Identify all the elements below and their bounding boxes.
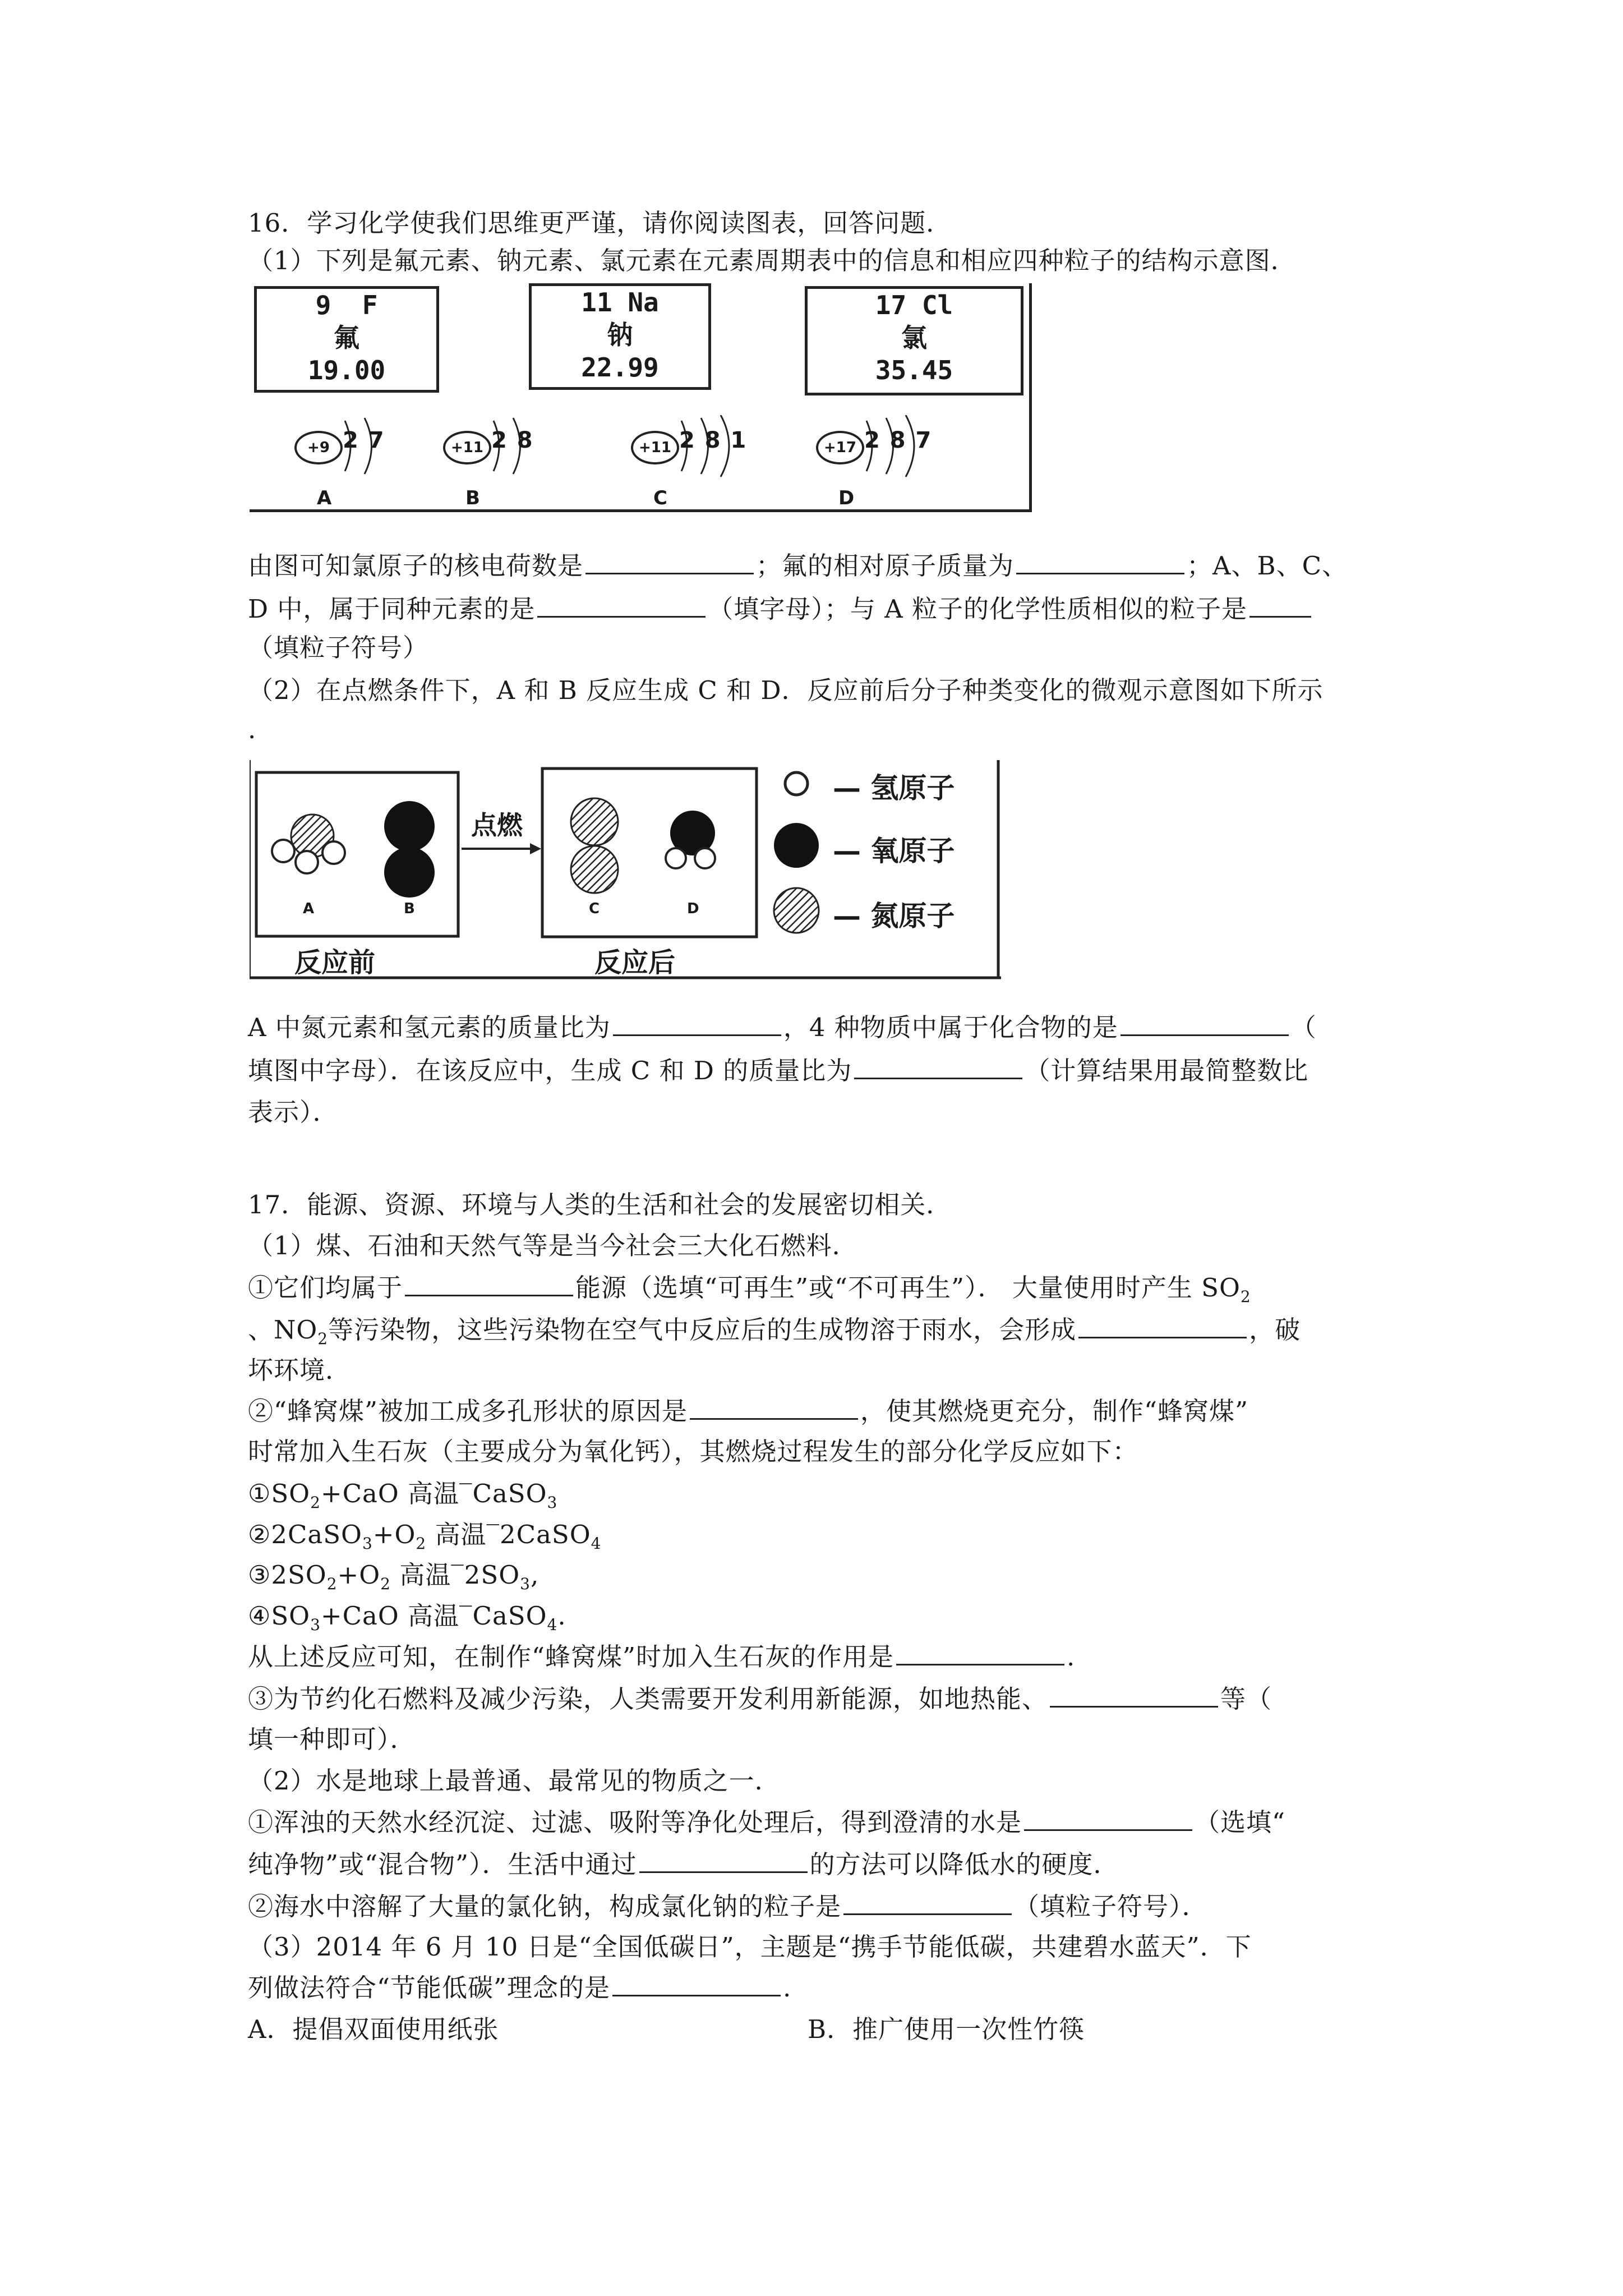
text: A 中氮元素和氢元素的质量比为 (248, 1013, 611, 1042)
legend-label: 氢原子 (870, 772, 955, 804)
text: ③为节约化石燃料及减少污染，人类需要开发利用新能源，如 (248, 1684, 945, 1714)
particle-label: A (317, 487, 332, 509)
legend-nitrogen (833, 894, 955, 934)
q17-c1 (248, 1638, 1398, 1676)
particle-label: D (838, 487, 855, 509)
sodium-name: 钠 (607, 320, 633, 350)
text: 列做法符合“节能低碳”理念的是 (248, 1973, 611, 2003)
text: 、NO (248, 1315, 318, 1345)
answer-blank[interactable] (1121, 1009, 1289, 1036)
q17-f1 (248, 1888, 1398, 1925)
text: （选填“ (1195, 1807, 1286, 1837)
legend-oxygen (833, 829, 955, 869)
fluorine-name: 氟 (334, 323, 359, 353)
subscript: 2 (326, 1575, 338, 1593)
chlorine-number-symbol: 17 Cl (875, 290, 953, 320)
legend-label: 氧原子 (870, 835, 955, 867)
text: ②“蜂窝煤”被加工成多孔形状的原因是 (248, 1396, 688, 1426)
text: ；A、B、C、 (1187, 551, 1348, 581)
text: +O (337, 1560, 381, 1590)
subscript: 3 (362, 1534, 373, 1553)
before-label: 反应前 (294, 947, 376, 978)
q17-a2: 、$NO_2$等污染物，这些污染物在空气中反应后的生成物溶于雨水，会形成 ，破 (248, 1311, 1398, 1349)
subscript: 3 (310, 1616, 321, 1634)
q17-part1: （1）煤、石油和天然气等是当今社会三大化石燃料． (248, 1231, 858, 1260)
q16-part2-dot: . (248, 715, 257, 744)
q17-b1 (248, 1392, 1398, 1430)
q17-part2: （2）水是地球上最普通、最常见的物质之一． (248, 1766, 781, 1796)
q16-line3: （填粒子符号） (248, 633, 429, 662)
text: ，破 (1249, 1315, 1301, 1345)
q17-g2 (248, 1969, 1398, 2007)
answer-blank[interactable] (613, 1009, 781, 1036)
label-d: D (687, 900, 699, 917)
q17-g1: （3）2014 年 6 月 10 日是“全国低碳日”，主题是“携手节能低碳，共建碧水蓝天”．下 (248, 1932, 1252, 1962)
text: 从上述反应可知，在制作“蜂窝煤”时加入生石灰的作用是 (248, 1642, 895, 1672)
reaction-3 (248, 1557, 1398, 1594)
answer-blank[interactable] (1050, 1680, 1218, 1708)
subscript: 4 (591, 1534, 602, 1553)
nucleus: +11 (443, 431, 491, 464)
particle-structures (250, 415, 1032, 510)
text: ，使其燃烧更充分，制作“蜂窝煤” (860, 1396, 1249, 1426)
reaction-1 (248, 1475, 1398, 1512)
label-b: B (404, 900, 415, 917)
text: ②海水中溶解了大量的氯化钠，构成氯化钠的粒子是 (248, 1892, 842, 1921)
sodium-cell (529, 283, 711, 390)
text: 填图中字母）．在该反应中，生成 C 和 D 的质量比为 (248, 1056, 852, 1085)
q17-d2: 填一种即可）． (248, 1724, 416, 1754)
text: +O (372, 1520, 416, 1549)
nucleus: +17 (816, 431, 864, 464)
text: ①它们均属于 (248, 1273, 403, 1303)
subscript: 2 (416, 1534, 427, 1553)
answer-blank[interactable] (1078, 1311, 1247, 1338)
arrow-label: 点燃 (471, 810, 523, 840)
answer-blank[interactable] (690, 1392, 858, 1420)
q16-title: 16．学习化学使我们思维更严谨，请你阅读图表，回答问题． (248, 208, 952, 238)
particle-a (294, 415, 440, 510)
chlorine-cell (805, 286, 1023, 395)
q17-e2 (248, 1846, 1398, 1883)
fluorine-cell (254, 286, 439, 393)
subscript: 3 (520, 1575, 531, 1593)
text: 高温‾2CaSO (426, 1520, 591, 1549)
dash: — (833, 900, 861, 932)
text: 地热能、 (944, 1684, 1048, 1714)
q17-title: 17．能源、资源、环境与人类的生活和社会的发展密切相关． (248, 1190, 952, 1220)
answer-blank[interactable] (405, 1269, 573, 1296)
legend-hydrogen (833, 766, 955, 806)
q17-e1 (248, 1803, 1398, 1841)
figure-border-right (1029, 283, 1032, 512)
nucleus: +9 (294, 431, 343, 464)
answer-blank[interactable] (585, 547, 754, 574)
q16-line1 (248, 547, 1398, 585)
dash: — (833, 835, 861, 867)
q16-line6: 表示）． (248, 1097, 339, 1127)
text: 纯净物”或“混合物”）．生活中通过 (248, 1849, 637, 1879)
particle-b (443, 415, 589, 510)
text: . (557, 1601, 566, 1631)
after-label: 反应后 (594, 947, 676, 978)
q17-b2: 时常加入生石灰（主要成分为氧化钙），其燃烧过程发生的部分化学反应如下： (248, 1437, 1138, 1466)
particle-c (631, 415, 777, 510)
label-c: C (589, 900, 600, 917)
answer-blank[interactable] (1249, 590, 1311, 618)
q17-a3: 坏环境． (248, 1355, 352, 1385)
shell-electrons: 2 8 1 (679, 427, 748, 453)
legend-label: 氮原子 (870, 900, 955, 932)
option-a: A．提倡双面使用纸张 (248, 2014, 499, 2044)
particle-label: B (465, 487, 480, 509)
subscript: 3 (547, 1493, 558, 1512)
q16-part2: （2）在点燃条件下，A 和 B 反应生成 C 和 D．反应前后分子种类变化的微观示意图如下所示 (248, 675, 1324, 705)
reaction-2 (248, 1516, 1398, 1553)
text: ①SO (248, 1479, 311, 1508)
q16-part1: （1）下列是氟元素、钠元素、氯元素在元素周期表中的信息和相应四种粒子的结构示意图． (248, 246, 1297, 275)
q17-a1: ①它们均属于 能源（选填“可再生”或“不可再生”）． 大量使用时产生 $SO_2$ (248, 1269, 1398, 1306)
subscript: 2 (310, 1493, 321, 1512)
text: . (1067, 1642, 1076, 1672)
q16-line5 (248, 1052, 1398, 1089)
subscript: 4 (547, 1616, 558, 1634)
text: 能源（选填“可再生”或“不可再生”）． 大量使用时产生 SO (575, 1273, 1241, 1303)
text: （计算结果用最简整数比 (1025, 1056, 1309, 1085)
text: D 中，属于同种元素的是 (248, 594, 536, 624)
chlorine-name: 氯 (901, 323, 927, 353)
text: ①浑浊的天然水经沉淀、过滤、吸附等净化处理后，得到澄清的水是 (248, 1807, 1022, 1837)
text: 等（ (1220, 1684, 1272, 1714)
text: ②2CaSO (248, 1520, 362, 1549)
answer-blank[interactable] (843, 1888, 1012, 1915)
answer-blank[interactable] (639, 1846, 808, 1873)
text: 等污染物，这些污染物在空气中反应后的生成物溶于雨水，会形成 (328, 1315, 1077, 1345)
particle-label: C (653, 487, 667, 509)
reaction-4 (248, 1598, 1398, 1635)
chlorine-mass: 35.45 (875, 355, 953, 385)
q16-line2 (248, 590, 1398, 628)
q17-d1 (248, 1680, 1398, 1718)
shell-electrons: 2 8 (491, 427, 534, 453)
answer-blank[interactable] (896, 1638, 1064, 1665)
text: ；氟的相对原子质量为 (756, 551, 1015, 581)
subscript: 2 (380, 1575, 391, 1593)
label-a: A (303, 900, 315, 917)
sodium-number-symbol: 11 Na (581, 287, 659, 318)
text: ③2SO (248, 1560, 327, 1590)
answer-blank[interactable] (537, 590, 706, 618)
text: +CaO 高温‾CaSO (320, 1601, 547, 1631)
text: 的方法可以降低水的硬度． (809, 1849, 1119, 1879)
text: ④SO (248, 1601, 311, 1631)
fluorine-number-symbol: 9 F (315, 290, 378, 320)
text: （填字母）；与 A 粒子的化学性质相似的粒子是 (708, 594, 1247, 624)
figure-border-bottom (250, 509, 1032, 512)
nucleus: +11 (631, 431, 679, 464)
text: , (530, 1560, 540, 1590)
text: （ (1290, 1013, 1317, 1042)
answer-blank[interactable] (612, 1969, 781, 1996)
answer-blank[interactable] (1024, 1803, 1192, 1831)
particle-d (816, 415, 962, 510)
shell-electrons: 2 8 7 (864, 427, 933, 453)
answer-blank[interactable] (854, 1052, 1022, 1079)
text: ，4 种物质中属于化合物的是 (783, 1013, 1118, 1042)
periodic-table-figure (250, 283, 1032, 512)
text: （填粒子符号）． (1014, 1892, 1208, 1921)
reaction-diagram (250, 760, 1001, 980)
q16-line4 (248, 1009, 1398, 1046)
sodium-mass: 22.99 (581, 352, 659, 383)
answer-blank[interactable] (1016, 547, 1184, 574)
option-b: B．推广使用一次性竹筷 (808, 2014, 1085, 2044)
text: +CaO 高温‾CaSO (320, 1479, 547, 1508)
dash: — (833, 772, 861, 804)
text: 高温‾2SO (390, 1560, 520, 1590)
fluorine-mass: 19.00 (307, 355, 386, 385)
text: . (783, 1973, 792, 2003)
text: 由图可知氯原子的核电荷数是 (248, 551, 584, 581)
shell-electrons: 2 7 (343, 427, 385, 453)
